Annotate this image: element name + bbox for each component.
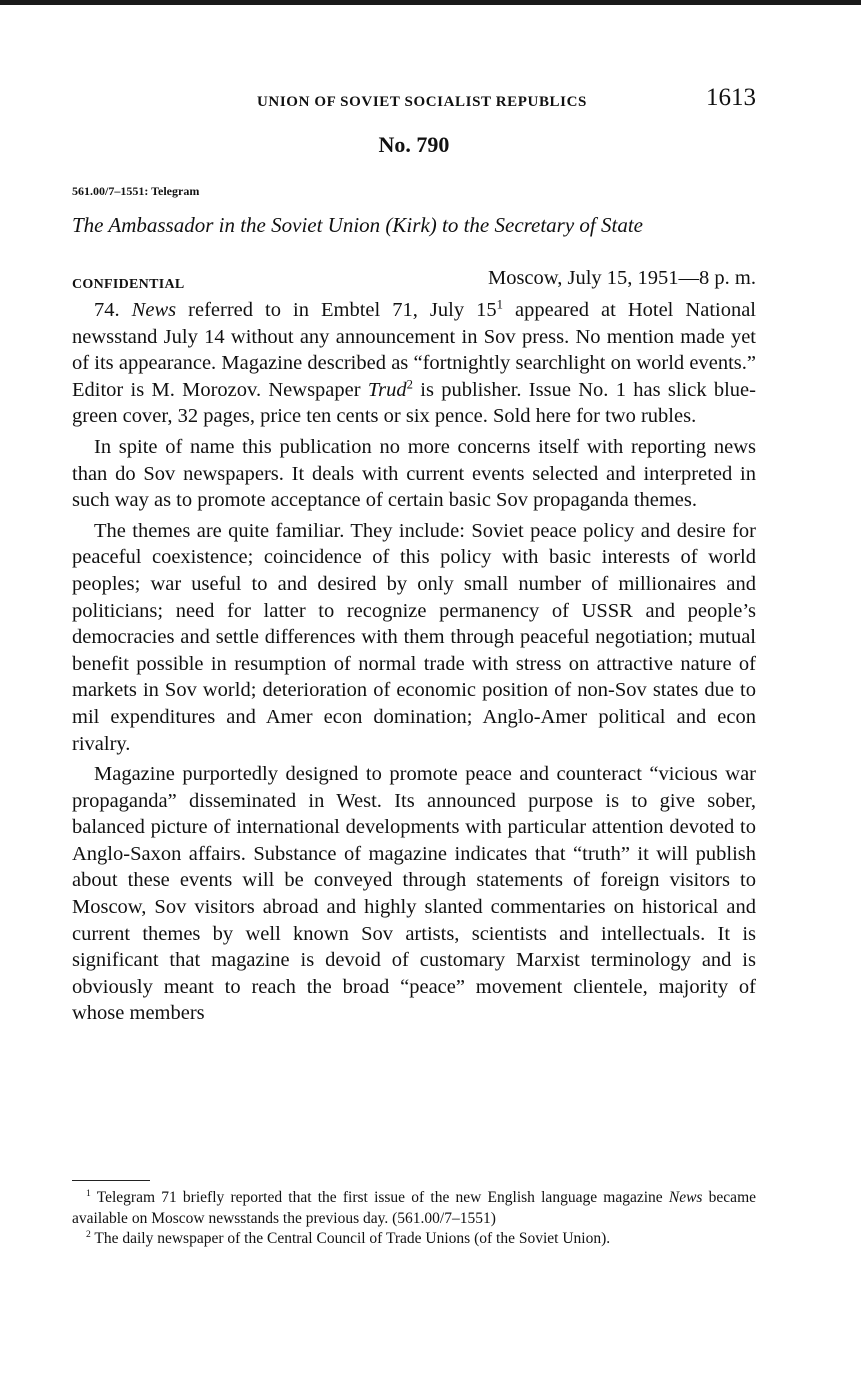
- page-header: [72, 84, 756, 118]
- dateline: Moscow, July 15, 1951—8 p. m.: [487, 267, 756, 289]
- newspaper-name-trud: Trud: [367, 378, 407, 401]
- paragraph-1-lead: 74.: [94, 299, 132, 321]
- footnotes: [72, 1188, 756, 1250]
- paragraph-1-text-b: appeared at Hotel National newsstand July 14 without any announcement in Sov press. No mention made yet of its appearance. Magazine described as “fortnightly searchlight on world events.” Editor is M. Morozov. Newspaper: [72, 299, 757, 401]
- paragraph-1: [72, 297, 756, 430]
- classification-line: [72, 267, 756, 297]
- footnote-ref-2: 2: [406, 377, 413, 392]
- footnote-1-text-a: Telegram 71 briefly reported that the first issue of the new English language magazine: [90, 1189, 669, 1206]
- footnote-1: [72, 1188, 756, 1229]
- footnote-2: [72, 1229, 756, 1250]
- page-number: 1613: [706, 84, 756, 111]
- running-head: UNION OF SOVIET SOCIALIST REPUBLICS: [257, 94, 587, 110]
- classification-label: CONFIDENTIAL: [72, 277, 185, 292]
- telegram-body: [72, 297, 756, 1031]
- scan-top-border: [0, 0, 861, 5]
- paragraph-1-text-a: referred to in Embtel 71, July 15: [176, 299, 497, 321]
- paragraph-3: The themes are quite familiar. They include: Soviet peace policy and desire for peaceful coexistence; coincidence of this policy with basic interests of world peoples; war useful to and desired by only small number of millionaires and politicians; need for latter to recognize permanency of USSR and people’s democracies and settle differences with them through peaceful negotiation; mutual benefit possible in resumption of normal trade with stress on attractive nature of markets in Sov world; deterioration of economic position of non-Sov states due to mil expenditures and Amer econ domination; Anglo-Amer political and econ rivalry.: [72, 519, 756, 755]
- file-reference: 561.00/7–1551: Telegram: [72, 184, 200, 198]
- footnote-ref-1: 1: [496, 297, 503, 312]
- footnote-rule: [72, 1180, 150, 1181]
- footnote-1-mark: 1: [86, 1188, 91, 1200]
- paragraph-4: Magazine purportedly designed to promote peace and counteract “vicious war propaganda” disseminated in West. Its announced purpose is to give sober, balanced picture of international developments with particular attention devoted to Anglo-Saxon affairs. Substance of magazine indicates that “truth” it will publish about these events will be conveyed through statements of foreign visitors to Moscow, Sov visitors abroad and highly slanted commentaries on historical and current themes by well known Sov artists, scientists and intellectuals. It is significant that magazine is devoid of customary Marxist terminology and is obviously meant to reach the broad “peace” movement clientele, majority of whose members: [72, 763, 756, 1025]
- footnote-2-text: The daily newspaper of the Central Council of Trade Unions (of the Soviet Union).: [90, 1230, 611, 1247]
- footnote-1-text-b: became available on Moscow newsstands the previous day. (561.00/7–1551): [72, 1189, 756, 1227]
- magazine-name-news: News: [131, 299, 177, 321]
- footnote-1-term: News: [668, 1189, 703, 1206]
- document-number: No. 790: [378, 132, 450, 157]
- footnote-2-mark: 2: [86, 1229, 91, 1241]
- document-title: The Ambassador in the Soviet Union (Kirk) to the Secretary of State: [72, 213, 643, 237]
- paragraph-1-text-c: is publisher. Issue No. 1 has slick blue-green cover, 32 pages, price ten cents or six pence. Sold here for two rubles.: [72, 378, 756, 428]
- paragraph-2: In spite of name this publication no more concerns itself with reporting news than do Sov newspapers. It deals with current events selected and interpreted in such way as to promote acceptance of certain basic Sov propaganda themes.: [72, 435, 756, 512]
